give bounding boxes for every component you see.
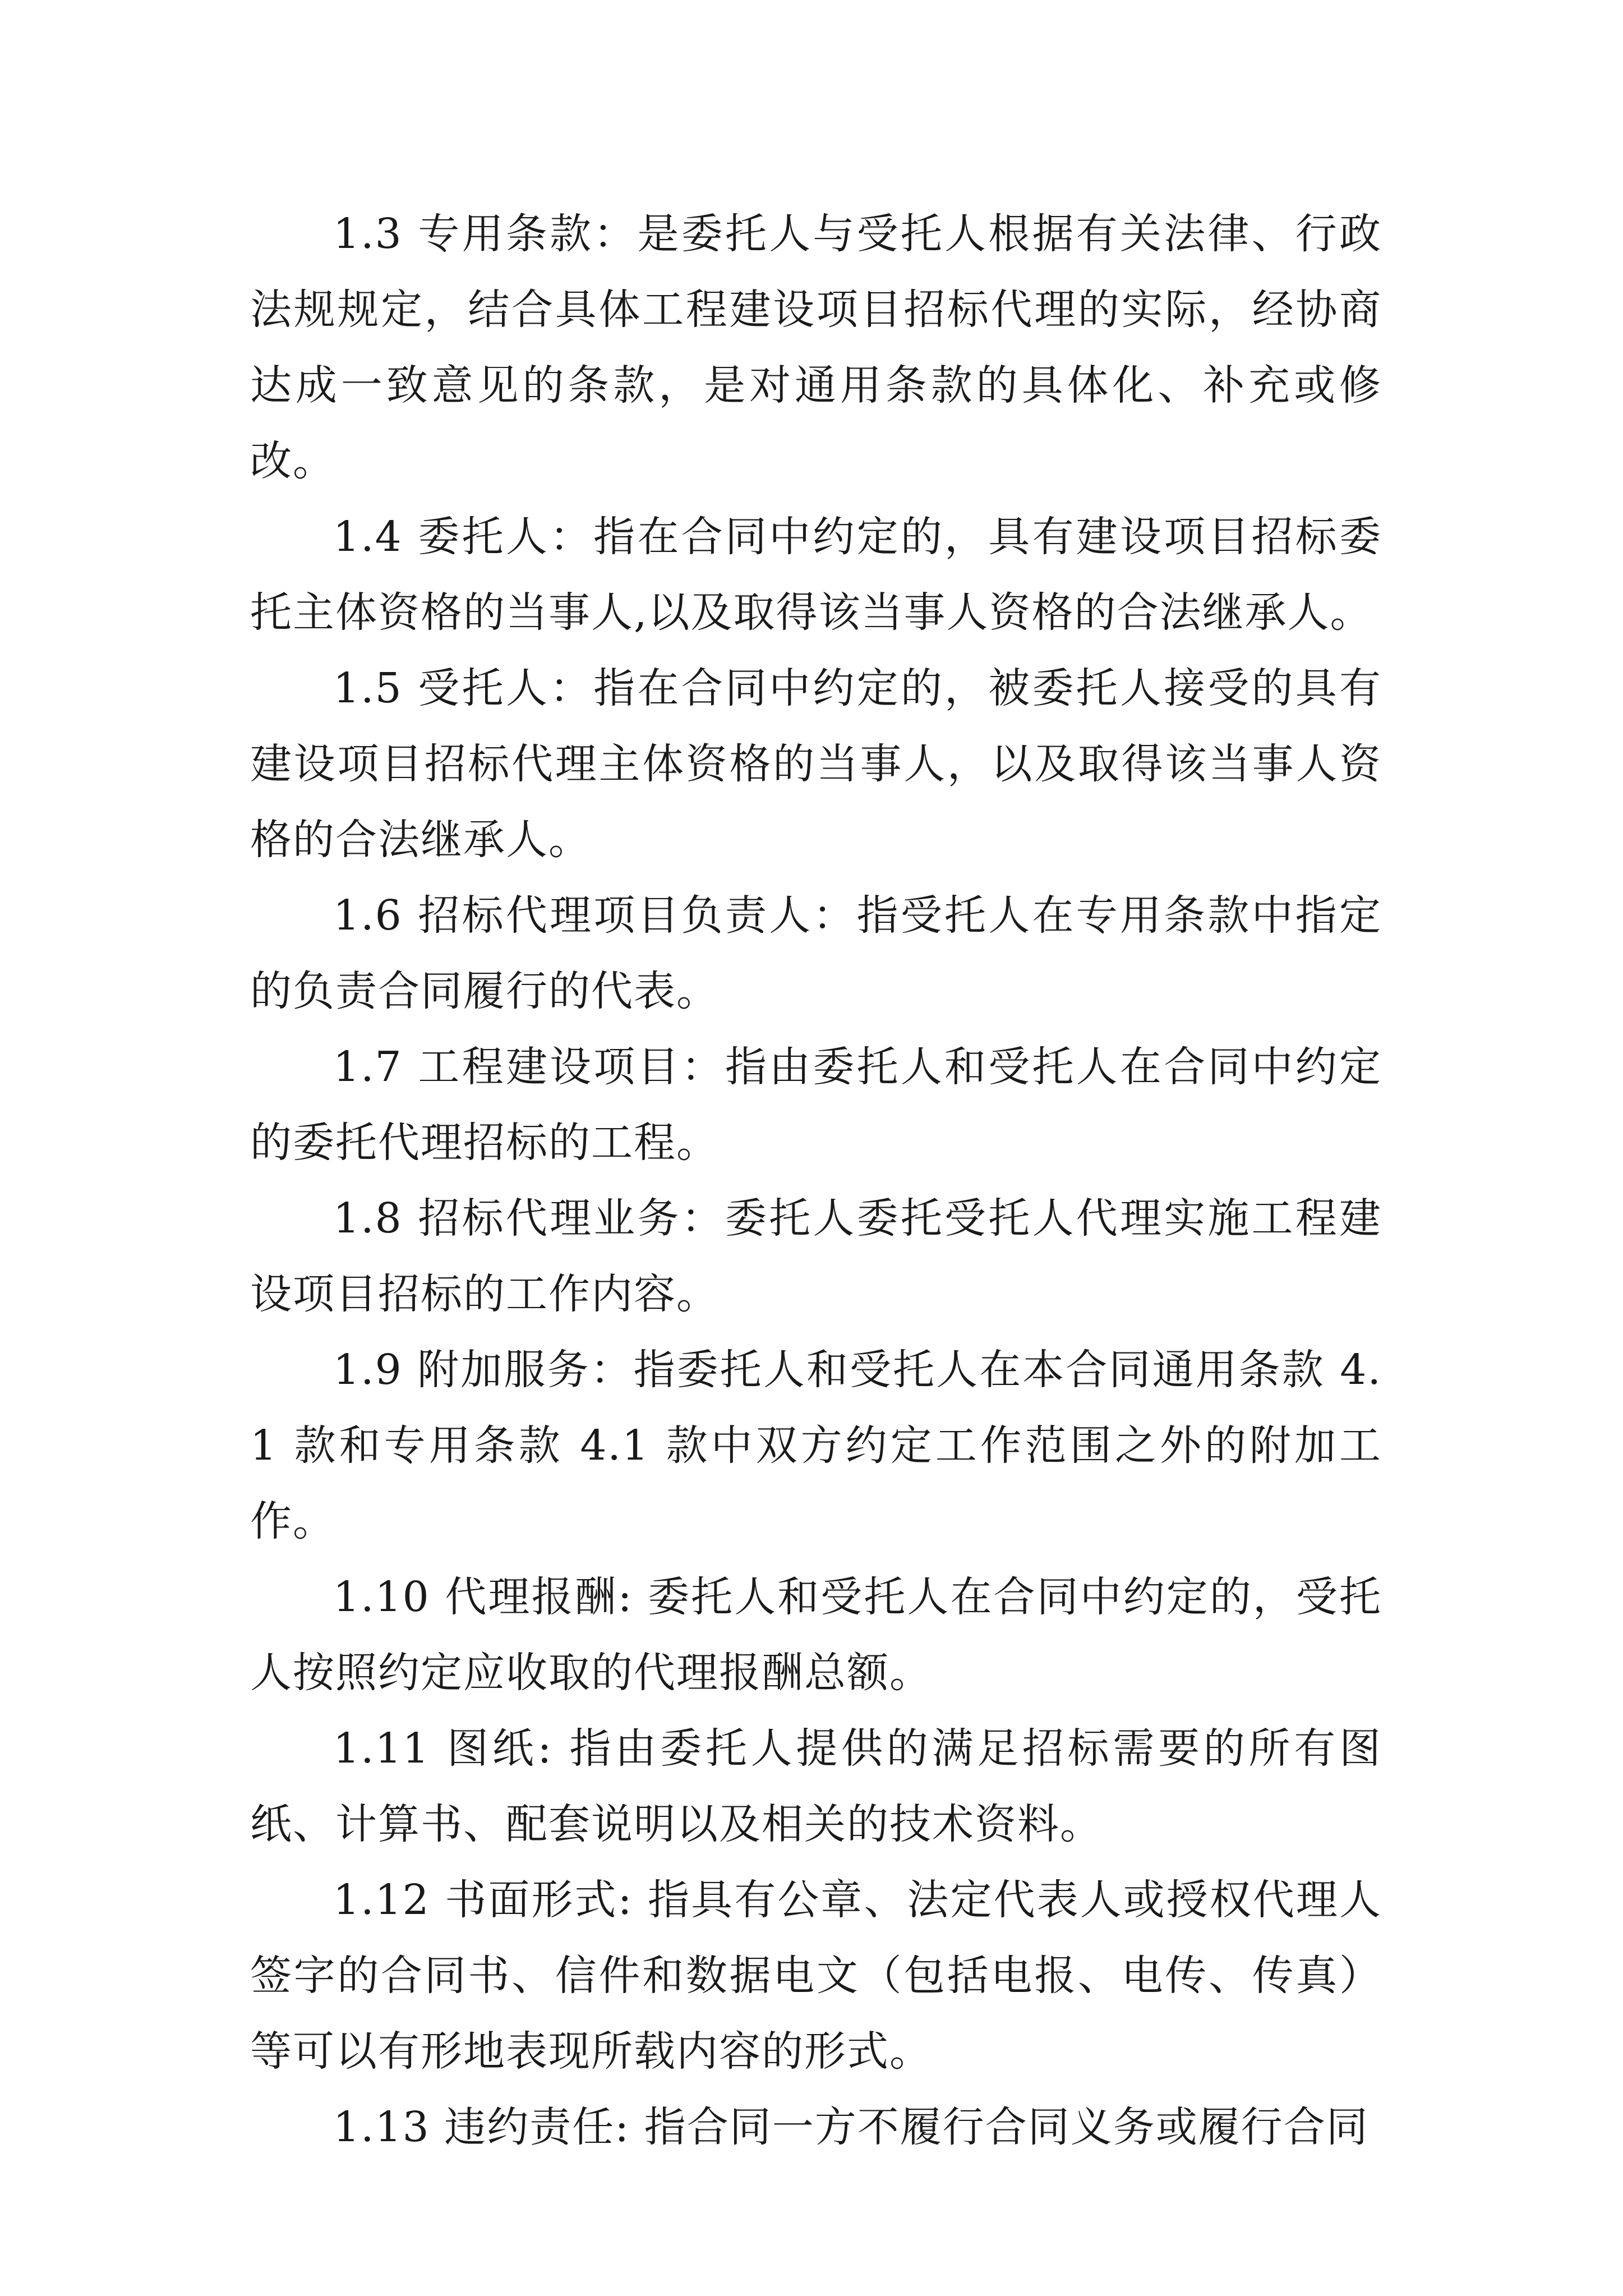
clause-1-5: 1.5 受托人：指在合同中约定的，被委托人接受的具有建设项目招标代理主体资格的当事人，以及取得该当事人资格的合法继承人。 — [250, 664, 1382, 864]
clause-1-7: 1.7 工程建设项目：指由委托人和受托人在合同中约定的委托代理招标的工程。 — [250, 1043, 1382, 1167]
clause-1-9: 1.9 附加服务：指委托人和受托人在本合同通用条款 4.1 款和专用条款 4.1 款中双方约定工作范围之外的附加工作。 — [250, 1346, 1382, 1545]
clause-1-11: 1.11 图纸: 指由委托人提供的满足招标需要的所有图纸、计算书、配套说明以及相关的技术资料。 — [250, 1724, 1382, 1848]
clause-1-4: 1.4 委托人：指在合同中约定的，具有建设项目招标委托主体资格的当事人,以及取得该当事人资格的合法继承人。 — [250, 513, 1382, 637]
clause-1-8: 1.8 招标代理业务：委托人委托受托人代理实施工程建设项目招标的工作内容。 — [250, 1194, 1382, 1318]
clause-1-10: 1.10 代理报酬: 委托人和受托人在合同中约定的，受托人按照约定应收取的代理报酬总额。 — [250, 1573, 1382, 1697]
clause-1-12: 1.12 书面形式: 指具有公章、法定代表人或授权代理人签字的合同书、信件和数据电文（包括电报、电传、传真）等可以有形地表现所载内容的形式。 — [250, 1876, 1382, 2076]
clause-1-3: 1.3 专用条款：是委托人与受托人根据有关法律、行政法规规定，结合具体工程建设项目招标代理的实际，经协商达成一致意见的条款，是对通用条款的具体化、补充或修改。 — [250, 210, 1382, 485]
clause-1-6: 1.6 招标代理项目负责人：指受托人在专用条款中指定的负责合同履行的代表。 — [250, 891, 1382, 1015]
clause-list — [250, 196, 1382, 2165]
clause-1-13: 1.13 违约责任: 指合同一方不履行合同义务或履行合同 — [333, 2103, 1369, 2151]
